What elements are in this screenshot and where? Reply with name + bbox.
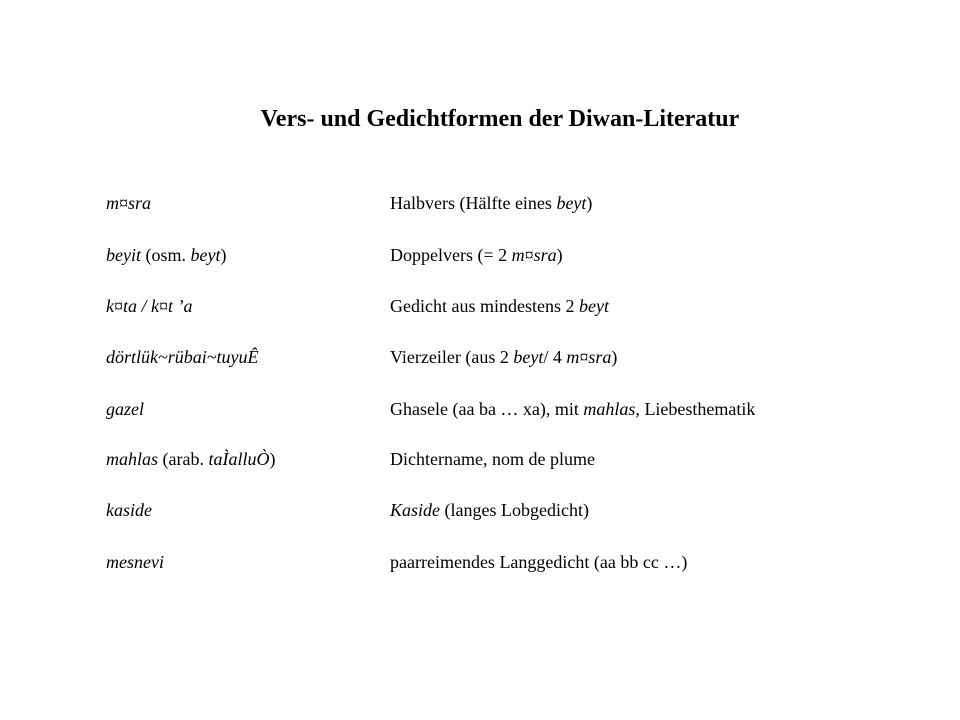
glossary-term (106, 345, 258, 369)
glossary-row (0, 345, 960, 369)
text-segment: ) (269, 449, 276, 469)
text-segment: paarreimendes Langgedicht (aa bb cc …) (390, 552, 688, 572)
text-segment: (langes Lobgedicht) (440, 500, 589, 520)
glossary-definition (390, 243, 563, 267)
glossary-definition (390, 550, 687, 574)
glossary-term (106, 294, 192, 318)
slide-title: Vers- und Gedichtformen der Diwan-Literatur (260, 106, 740, 132)
text-segment: beyt (513, 347, 544, 367)
glossary-row (0, 550, 960, 574)
glossary-definition (390, 294, 609, 318)
text-segment: mahlas (106, 449, 159, 469)
text-segment: (osm. (140, 245, 191, 265)
text-segment: ) (556, 245, 563, 265)
text-segment: ) (220, 245, 227, 265)
text-segment: (arab. (158, 449, 209, 469)
glossary-term (106, 397, 144, 421)
text-segment: mesnevi (106, 552, 164, 572)
text-segment: Ghasele (aa ba … xa), mit (390, 399, 584, 419)
text-segment: ) (586, 193, 593, 213)
text-segment: / 4 (543, 347, 567, 367)
text-segment: Liebesthematik (639, 399, 756, 419)
text-segment: beyt (578, 296, 609, 316)
glossary-row (0, 243, 960, 267)
glossary-term (106, 498, 152, 522)
glossary-definition (390, 345, 617, 369)
text-segment: m¤sra (106, 193, 152, 213)
text-segment: Gedicht aus mindestens 2 (390, 296, 579, 316)
glossary-row (0, 447, 960, 471)
glossary-term (106, 191, 151, 215)
glossary-row (0, 191, 960, 215)
text-segment: kaside (106, 500, 152, 520)
text-segment: ) (611, 347, 618, 367)
glossary-definition (390, 447, 595, 471)
glossary-term (106, 550, 164, 574)
text-segment: beyit (106, 245, 141, 265)
text-segment: gazel (106, 399, 144, 419)
glossary-row (0, 294, 960, 318)
text-segment: Doppelvers (= 2 (390, 245, 512, 265)
text-segment: taÌalluÒ (208, 449, 270, 469)
text-segment: m¤sra (566, 347, 612, 367)
glossary-definition (390, 397, 755, 421)
text-segment: Vierzeiler (aus 2 (390, 347, 514, 367)
glossary-row (0, 397, 960, 421)
glossary-definition (390, 498, 589, 522)
glossary-row (0, 498, 960, 522)
text-segment: k¤ta / k¤t ’a (106, 296, 193, 316)
text-segment: beyt (190, 245, 221, 265)
glossary-definition (390, 191, 592, 215)
text-segment: Kaside (390, 500, 441, 520)
text-segment: Dichtername, nom de plume (390, 449, 595, 469)
text-segment: Halbvers (Hälfte eines (390, 193, 557, 213)
glossary-term (106, 447, 275, 471)
text-segment: mahlas, (583, 399, 640, 419)
text-segment: dörtlük~rübai~tuyuÊ (106, 347, 259, 367)
glossary-term (106, 243, 226, 267)
text-segment: m¤sra (511, 245, 557, 265)
text-segment: beyt (556, 193, 587, 213)
